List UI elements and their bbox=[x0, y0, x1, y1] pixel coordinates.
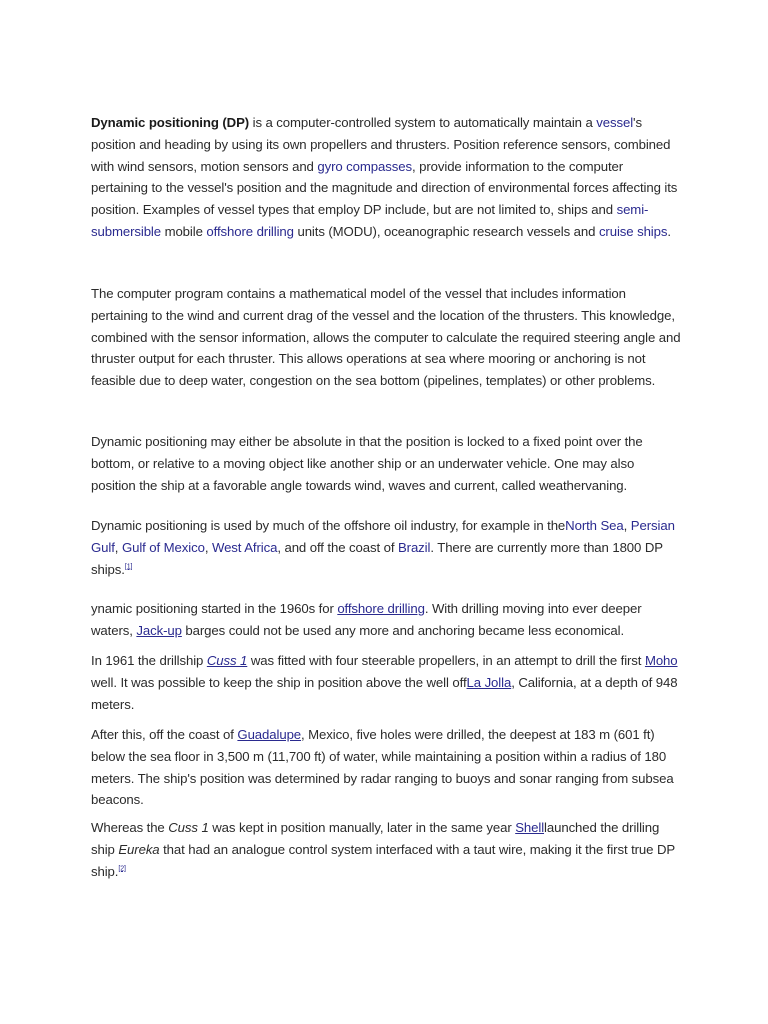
text: that had an analogue control system interfaced with a taut wire, making it the first true DP ship. bbox=[91, 841, 675, 879]
link-west-africa[interactable]: West Africa bbox=[211, 539, 278, 555]
text: was fitted with four steerable propellers, in an attempt to drill the first bbox=[247, 653, 645, 668]
text: . bbox=[667, 223, 671, 239]
text: , and off the coast of bbox=[277, 539, 398, 555]
text: , bbox=[623, 518, 631, 533]
link-cuss-1[interactable]: Cuss 1 bbox=[206, 653, 248, 668]
text: Whereas the bbox=[91, 820, 169, 835]
paragraph-intro bbox=[91, 112, 681, 243]
text: After this, off the coast of bbox=[91, 727, 238, 742]
text: mobile bbox=[161, 223, 207, 239]
link-vessel[interactable]: vessel bbox=[596, 115, 634, 130]
text: 's position and heading by using its own propellers and thrusters. Position reference sensors, combined with wind sensors, motion sensors and bbox=[91, 115, 671, 174]
text: units (MODU), oceanographic research vessels and bbox=[293, 223, 599, 239]
link-offshore-drilling[interactable]: offshore drilling bbox=[206, 223, 294, 239]
reference-2[interactable]: [2] bbox=[118, 865, 126, 873]
paragraph-guadalupe bbox=[91, 724, 681, 811]
paragraph-eureka bbox=[91, 817, 681, 882]
link-la-jolla[interactable]: La Jolla bbox=[466, 674, 512, 690]
italic-eureka: Eureka bbox=[118, 841, 160, 857]
term-bold: Dynamic positioning (DP) bbox=[91, 115, 250, 130]
text: , California, at a depth of 948 meters. bbox=[91, 674, 678, 712]
text: barges could not be used any more and anchoring became less economical. bbox=[181, 622, 625, 638]
paragraph-absolute-relative: Dynamic positioning may either be absolute in that the position is locked to a fixed point over the bottom, or relative to a moving object like another ship or an underwater vehicle. One may also position the ship at a favorable angle towards wind, waves and current, called weathervaning. bbox=[91, 434, 643, 493]
text: Dynamic positioning is used by much of the offshore oil industry, for example in the bbox=[91, 518, 566, 533]
text: , provide information to the computer pertaining to the vessel's position and the magnitude and direction of environmental forces affecting its position. Examples of vessel types that employ DP include, but are not limited to, ships and bbox=[91, 158, 678, 218]
text: , bbox=[114, 539, 122, 555]
paragraph-usage bbox=[91, 515, 681, 580]
text: was kept in position manually, later in the same year bbox=[208, 820, 516, 835]
link-gyro-compasses[interactable]: gyro compasses bbox=[317, 158, 412, 174]
link-north-sea[interactable]: North Sea bbox=[565, 518, 624, 533]
link-semi-submersible[interactable]: semi-submersible bbox=[91, 202, 649, 239]
paragraph-cuss-1 bbox=[91, 650, 681, 715]
link-shell[interactable]: Shell bbox=[515, 820, 545, 835]
link-persian-gulf[interactable]: Persian Gulf bbox=[91, 518, 675, 555]
link-gulf-of-mexico[interactable]: Gulf of Mexico bbox=[121, 539, 205, 555]
link-brazil[interactable]: Brazil bbox=[397, 539, 431, 555]
text: well. It was possible to keep the ship in position above the well off bbox=[91, 674, 467, 690]
text: , bbox=[204, 539, 212, 555]
paragraph-history-1960s bbox=[91, 598, 681, 642]
paragraph-computer-program: The computer program contains a mathematical model of the vessel that includes information pertaining to the wind and current drag of the vessel and the location of the thrusters. This knowledge, combined with the sensor information, allows the computer to calculate the required steering angle and thruster output for each thruster. This allows operations at sea where mooring or anchoring is not feasible due to deep water, congestion on the sea bottom (pipelines, templates) or other problems. bbox=[91, 286, 681, 389]
text: ynamic positioning started in the 1960s for bbox=[91, 601, 338, 616]
text: , Mexico, five holes were drilled, the deepest at 183 m (601 ft) below the sea floor in 3,500 m (11,700 ft) of water, while maintaining a position within a radius of 180 meters. The ship's position was determined by radar ranging to buoys and sonar ranging from subsea beacons. bbox=[91, 727, 674, 808]
italic-cuss-1: Cuss 1 bbox=[168, 820, 209, 835]
link-moho[interactable]: Moho bbox=[644, 653, 678, 668]
link-jack-up[interactable]: Jack-up bbox=[136, 622, 182, 638]
link-guadalupe[interactable]: Guadalupe bbox=[237, 727, 302, 742]
text: launched the drilling ship bbox=[91, 820, 660, 857]
link-offshore-drilling-2[interactable]: offshore drilling bbox=[337, 601, 425, 616]
text: . With drilling moving into ever deeper waters, bbox=[91, 601, 642, 638]
link-cruise-ships[interactable]: cruise ships bbox=[598, 223, 668, 239]
text: In 1961 the drillship bbox=[91, 653, 207, 668]
text: is a computer-controlled system to automatically maintain a bbox=[249, 115, 597, 130]
reference-1[interactable]: [1] bbox=[124, 563, 133, 571]
text: . There are currently more than 1800 DP ships. bbox=[91, 539, 663, 577]
